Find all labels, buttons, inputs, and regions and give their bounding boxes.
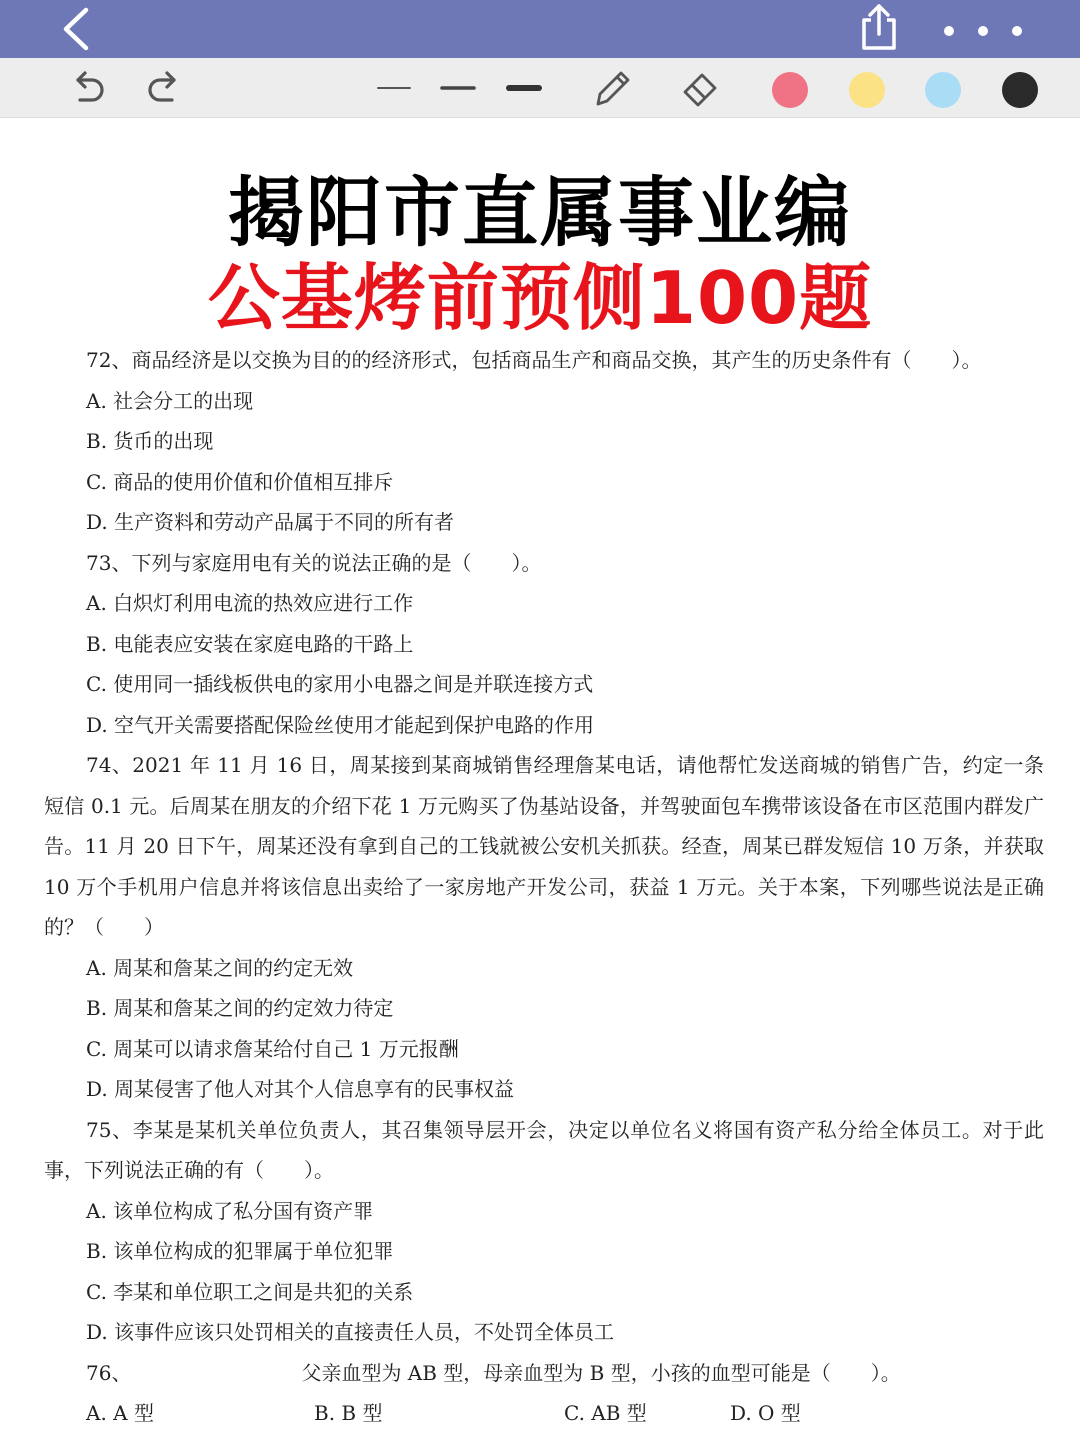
undo-icon[interactable] bbox=[66, 66, 110, 110]
option-d: D. 空气开关需要搭配保险丝使用才能起到保护电路的作用 bbox=[86, 712, 595, 737]
option-b: B. 货币的出现 bbox=[86, 429, 214, 453]
page-subtitle: 公基烤前预侧100题 bbox=[207, 256, 873, 340]
color-swatch-yellow[interactable] bbox=[849, 72, 885, 108]
top-nav-bar bbox=[0, 0, 1080, 58]
color-swatch-pink[interactable] bbox=[772, 72, 808, 108]
option-c: C. 周某可以请求詹某给付自己 1 万元报酬 bbox=[86, 1036, 459, 1061]
option-d: D. 周某侵害了他人对其个人信息享有的民事权益 bbox=[86, 1077, 515, 1101]
thin-line-icon[interactable] bbox=[372, 66, 416, 110]
eraser-icon[interactable] bbox=[678, 66, 722, 110]
option-c: C. 商品的使用价值和价值相互排斥 bbox=[86, 469, 394, 494]
thick-line-icon[interactable] bbox=[502, 66, 546, 110]
color-swatch-black[interactable] bbox=[1002, 72, 1038, 108]
question-stem bbox=[44, 1353, 1044, 1394]
option-a: A. 白炽灯利用电流的热效应进行工作 bbox=[86, 591, 414, 615]
question-stem: 72、商品经济是以交换为目的的经济形式，包括商品生产和商品交换，其产生的历史条件有（ ）。 bbox=[86, 348, 982, 372]
option-d: D. O 型 bbox=[730, 1401, 801, 1425]
option-d: D. 生产资料和劳动产品属于不同的所有者 bbox=[86, 510, 455, 534]
annotation-toolbar bbox=[0, 58, 1080, 118]
question-stem: 74、2021 年 11 月 16 日，周某接到某商城销售经理詹某电话，请他帮忙发送商城的销售广告，约定一条短信 0.1 元。后周某在朋友的介绍下花 1 万元购买了伪基站设备，并驾驶面包车携带该设备在市区范围内群发广告。11 月 20 日下午，周某还没有拿到自己的工钱就被公安机关抓获。经查，周某已群发短信 10 万条，并获取 10 万个手机用户信息并将该信息出卖给了一家房地产开发公司，获益 1 万元。关于本案，下列哪些说法是正确的？（ ） bbox=[44, 753, 1044, 939]
share-icon[interactable] bbox=[856, 2, 902, 52]
option-b: B. 周某和詹某之间的约定效力待定 bbox=[86, 996, 394, 1020]
option-d: D. 该事件应该只处罚相关的直接责任人员，不处罚全体员工 bbox=[86, 1320, 615, 1344]
chevron-left-icon[interactable] bbox=[56, 6, 100, 52]
page-title: 揭阳市直属事业编 bbox=[228, 168, 852, 257]
option-a: A. 周某和詹某之间的约定无效 bbox=[86, 955, 354, 980]
option-c: C. AB 型 bbox=[564, 1401, 647, 1425]
option-a: A. 该单位构成了私分国有资产罪 bbox=[86, 1198, 374, 1223]
question-text: 父亲血型为 AB 型，母亲血型为 B 型，小孩的血型可能是（ ）。 bbox=[301, 1360, 901, 1385]
color-swatch-blue[interactable] bbox=[925, 72, 961, 108]
option-b: B. 电能表应安装在家庭电路的干路上 bbox=[86, 631, 414, 656]
option-c: C. 李某和单位职工之间是共犯的关系 bbox=[86, 1279, 414, 1304]
medium-line-icon[interactable] bbox=[436, 66, 480, 110]
option-a: A. A 型 bbox=[86, 1401, 154, 1425]
option-c: C. 使用同一插线板供电的家用小电器之间是并联连接方式 bbox=[86, 672, 594, 696]
pen-icon[interactable] bbox=[590, 66, 634, 110]
redo-icon[interactable] bbox=[142, 66, 186, 110]
question-content bbox=[44, 340, 1044, 1434]
more-dots-icon[interactable] bbox=[936, 14, 1030, 48]
option-b: B. B 型 bbox=[314, 1401, 383, 1425]
question-stem: 73、下列与家庭用电有关的说法正确的是（ ）。 bbox=[86, 550, 542, 575]
option-a: A. 社会分工的出现 bbox=[86, 388, 254, 413]
question-stem: 75、李某是某机关单位负责人，其召集领导层开会，决定以单位名义将国有资产私分给全体员工。对于此事，下列说法正确的有（ ）。 bbox=[44, 1117, 1044, 1182]
question-number: 76、 bbox=[86, 1360, 132, 1385]
option-b: B. 该单位构成的犯罪属于单位犯罪 bbox=[86, 1239, 394, 1263]
options-row bbox=[44, 1393, 1044, 1434]
